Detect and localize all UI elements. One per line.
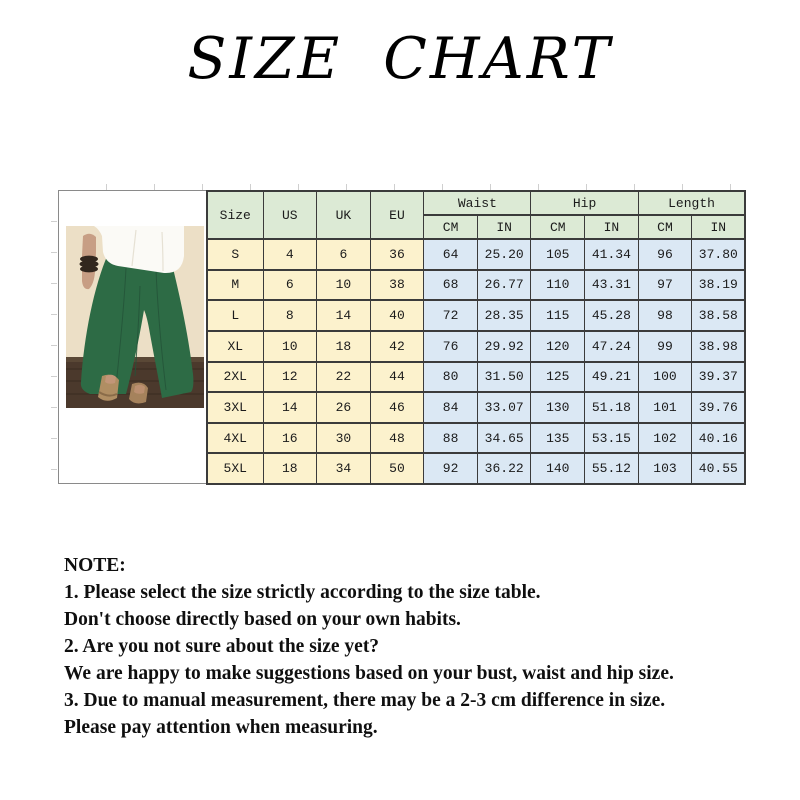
grid-tick-marks-left xyxy=(51,191,57,483)
size-cell: 2XL xyxy=(207,362,263,393)
product-photo xyxy=(66,226,204,408)
header-waist-in: IN xyxy=(477,215,531,239)
table-cell: 130 xyxy=(531,392,585,423)
header-hip-in: IN xyxy=(585,215,639,239)
size-cell: S xyxy=(207,239,263,270)
header-hip: Hip xyxy=(531,191,638,215)
table-cell: 72 xyxy=(424,300,478,331)
table-cell: 44 xyxy=(370,362,424,393)
table-cell: 125 xyxy=(531,362,585,393)
table-cell: 8 xyxy=(263,300,317,331)
table-cell: 103 xyxy=(638,453,692,484)
table-cell: 6 xyxy=(317,239,371,270)
header-hip-cm: CM xyxy=(531,215,585,239)
table-cell: 22 xyxy=(317,362,371,393)
table-cell: 30 xyxy=(317,423,371,454)
wrist-bracelet xyxy=(80,256,99,273)
table-cell: 40.16 xyxy=(692,423,746,454)
header-length-in: IN xyxy=(692,215,746,239)
table-cell: 76 xyxy=(424,331,478,362)
table-cell: 18 xyxy=(317,331,371,362)
note-line: 1. Please select the size strictly according to the size table. xyxy=(64,582,541,603)
table-row xyxy=(207,362,745,393)
table-cell: 50 xyxy=(370,453,424,484)
table-row xyxy=(207,453,745,484)
size-cell: L xyxy=(207,300,263,331)
table-cell: 55.12 xyxy=(585,453,639,484)
table-cell: 49.21 xyxy=(585,362,639,393)
table-cell: 110 xyxy=(531,270,585,301)
table-row xyxy=(207,300,745,331)
table-cell: 39.76 xyxy=(692,392,746,423)
table-cell: 28.35 xyxy=(477,300,531,331)
table-cell: 88 xyxy=(424,423,478,454)
table-cell: 16 xyxy=(263,423,317,454)
table-cell: 97 xyxy=(638,270,692,301)
header-waist-cm: CM xyxy=(424,215,478,239)
table-cell: 68 xyxy=(424,270,478,301)
note-line: We are happy to make suggestions based on your bust, waist and hip size. xyxy=(64,663,674,684)
table-cell: 96 xyxy=(638,239,692,270)
note-heading: NOTE: xyxy=(64,555,126,576)
size-table xyxy=(206,190,746,485)
table-cell: 37.80 xyxy=(692,239,746,270)
table-cell: 33.07 xyxy=(477,392,531,423)
table-cell: 80 xyxy=(424,362,478,393)
note-line: Please pay attention when measuring. xyxy=(64,717,378,738)
header-waist: Waist xyxy=(424,191,531,215)
table-cell: 99 xyxy=(638,331,692,362)
table-cell: 18 xyxy=(263,453,317,484)
table-cell: 12 xyxy=(263,362,317,393)
size-cell: XL xyxy=(207,331,263,362)
table-cell: 34 xyxy=(317,453,371,484)
table-cell: 51.18 xyxy=(585,392,639,423)
table-cell: 140 xyxy=(531,453,585,484)
note-line: 3. Due to manual measurement, there may be a 2-3 cm difference in size. xyxy=(64,690,666,711)
table-cell: 26.77 xyxy=(477,270,531,301)
header-uk: UK xyxy=(317,191,371,239)
table-cell: 14 xyxy=(263,392,317,423)
content-board xyxy=(58,190,744,484)
table-header-row-groups xyxy=(207,191,745,215)
header-eu: EU xyxy=(370,191,424,239)
table-cell: 38.98 xyxy=(692,331,746,362)
table-cell: 4 xyxy=(263,239,317,270)
size-cell: 4XL xyxy=(207,423,263,454)
table-cell: 38.19 xyxy=(692,270,746,301)
table-cell: 10 xyxy=(263,331,317,362)
table-row xyxy=(207,423,745,454)
table-cell: 102 xyxy=(638,423,692,454)
table-cell: 115 xyxy=(531,300,585,331)
size-cell: 5XL xyxy=(207,453,263,484)
table-cell: 34.65 xyxy=(477,423,531,454)
size-cell: 3XL xyxy=(207,392,263,423)
table-row xyxy=(207,392,745,423)
table-cell: 105 xyxy=(531,239,585,270)
table-cell: 41.34 xyxy=(585,239,639,270)
table-cell: 25.20 xyxy=(477,239,531,270)
table-cell: 48 xyxy=(370,423,424,454)
table-cell: 26 xyxy=(317,392,371,423)
table-cell: 38.58 xyxy=(692,300,746,331)
table-cell: 46 xyxy=(370,392,424,423)
table-cell: 92 xyxy=(424,453,478,484)
header-length: Length xyxy=(638,191,745,215)
table-cell: 14 xyxy=(317,300,371,331)
table-cell: 10 xyxy=(317,270,371,301)
table-cell: 100 xyxy=(638,362,692,393)
note-line: Don't choose directly based on your own habits. xyxy=(64,609,461,630)
table-cell: 42 xyxy=(370,331,424,362)
table-cell: 64 xyxy=(424,239,478,270)
size-cell: M xyxy=(207,270,263,301)
table-cell: 43.31 xyxy=(585,270,639,301)
table-row xyxy=(207,331,745,362)
table-cell: 29.92 xyxy=(477,331,531,362)
table-cell: 53.15 xyxy=(585,423,639,454)
table-cell: 47.24 xyxy=(585,331,639,362)
table-cell: 84 xyxy=(424,392,478,423)
table-cell: 120 xyxy=(531,331,585,362)
table-cell: 36.22 xyxy=(477,453,531,484)
table-cell: 40.55 xyxy=(692,453,746,484)
table-cell: 6 xyxy=(263,270,317,301)
header-length-cm: CM xyxy=(638,215,692,239)
table-cell: 101 xyxy=(638,392,692,423)
table-cell: 98 xyxy=(638,300,692,331)
note-line: 2. Are you not sure about the size yet? xyxy=(64,636,380,657)
table-cell: 40 xyxy=(370,300,424,331)
table-cell: 39.37 xyxy=(692,362,746,393)
table-cell: 36 xyxy=(370,239,424,270)
header-size: Size xyxy=(207,191,263,239)
table-cell: 31.50 xyxy=(477,362,531,393)
header-us: US xyxy=(263,191,317,239)
table-row xyxy=(207,270,745,301)
table-cell: 135 xyxy=(531,423,585,454)
table-row xyxy=(207,239,745,270)
table-cell: 38 xyxy=(370,270,424,301)
page-title: SIZE CHART xyxy=(187,26,613,92)
table-cell: 45.28 xyxy=(585,300,639,331)
note-section xyxy=(64,552,774,741)
